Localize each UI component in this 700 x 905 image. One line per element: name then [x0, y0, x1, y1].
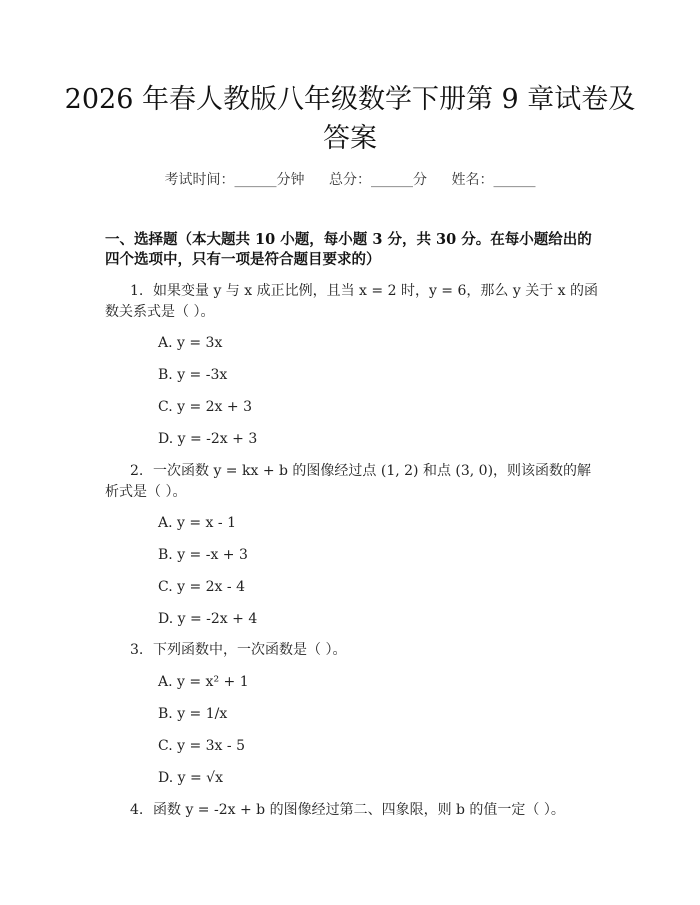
question-3-option-a: A. y = x² + 1 — [158, 674, 249, 690]
question-text: 下列函数中，一次函数是（ ）。 — [153, 642, 347, 658]
question-1-option-c: C. y = 2x + 3 — [158, 399, 252, 415]
question-3 — [105, 640, 600, 661]
question-2-option-a: A. y = x - 1 — [158, 515, 236, 531]
question-number: 4. — [130, 802, 144, 818]
total-score-field: 总分：______分 — [329, 172, 427, 188]
question-text: 一次函数 y = kx + b 的图像经过点 (1, 2) 和点 (3, 0)，则该函数的解析式是（ ）。 — [105, 463, 592, 500]
question-4 — [105, 800, 600, 821]
question-3-option-d: D. y = √x — [158, 770, 223, 786]
page-title: 2026 年春人教版八年级数学下册第 9 章试卷及答案 — [64, 84, 636, 154]
question-3-option-c: C. y = 3x - 5 — [158, 738, 245, 754]
question-1 — [105, 281, 600, 323]
question-number: 2. — [130, 463, 144, 479]
question-text: 函数 y = -2x + b 的图像经过第二、四象限，则 b 的值一定（ ）。 — [153, 802, 565, 818]
question-2-option-d: D. y = -2x + 4 — [158, 611, 258, 627]
question-number: 3. — [130, 642, 144, 658]
student-name-field: 姓名：______ — [451, 172, 536, 188]
question-2-option-c: C. y = 2x - 4 — [158, 579, 245, 595]
question-1-option-a: A. y = 3x — [158, 335, 223, 351]
question-1-option-b: B. y = -3x — [158, 367, 228, 383]
question-2-option-b: B. y = -x + 3 — [158, 547, 248, 563]
exam-time-field: 考试时间：______分钟 — [164, 172, 305, 188]
section-heading: 一、选择题（本大题共 10 小题，每小题 3 分，共 30 分。在每小题给出的四个选项中，只有一项是符合题目要求的） — [105, 231, 592, 268]
question-text: 如果变量 y 与 x 成正比例，且当 x = 2 时，y = 6，那么 y 关于 x 的函数关系式是（ ）。 — [105, 283, 598, 320]
question-number: 1. — [130, 283, 144, 299]
exam-meta — [0, 169, 700, 189]
question-1-option-d: D. y = -2x + 3 — [158, 431, 258, 447]
question-3-option-b: B. y = 1/x — [158, 706, 228, 722]
question-2 — [105, 461, 600, 503]
